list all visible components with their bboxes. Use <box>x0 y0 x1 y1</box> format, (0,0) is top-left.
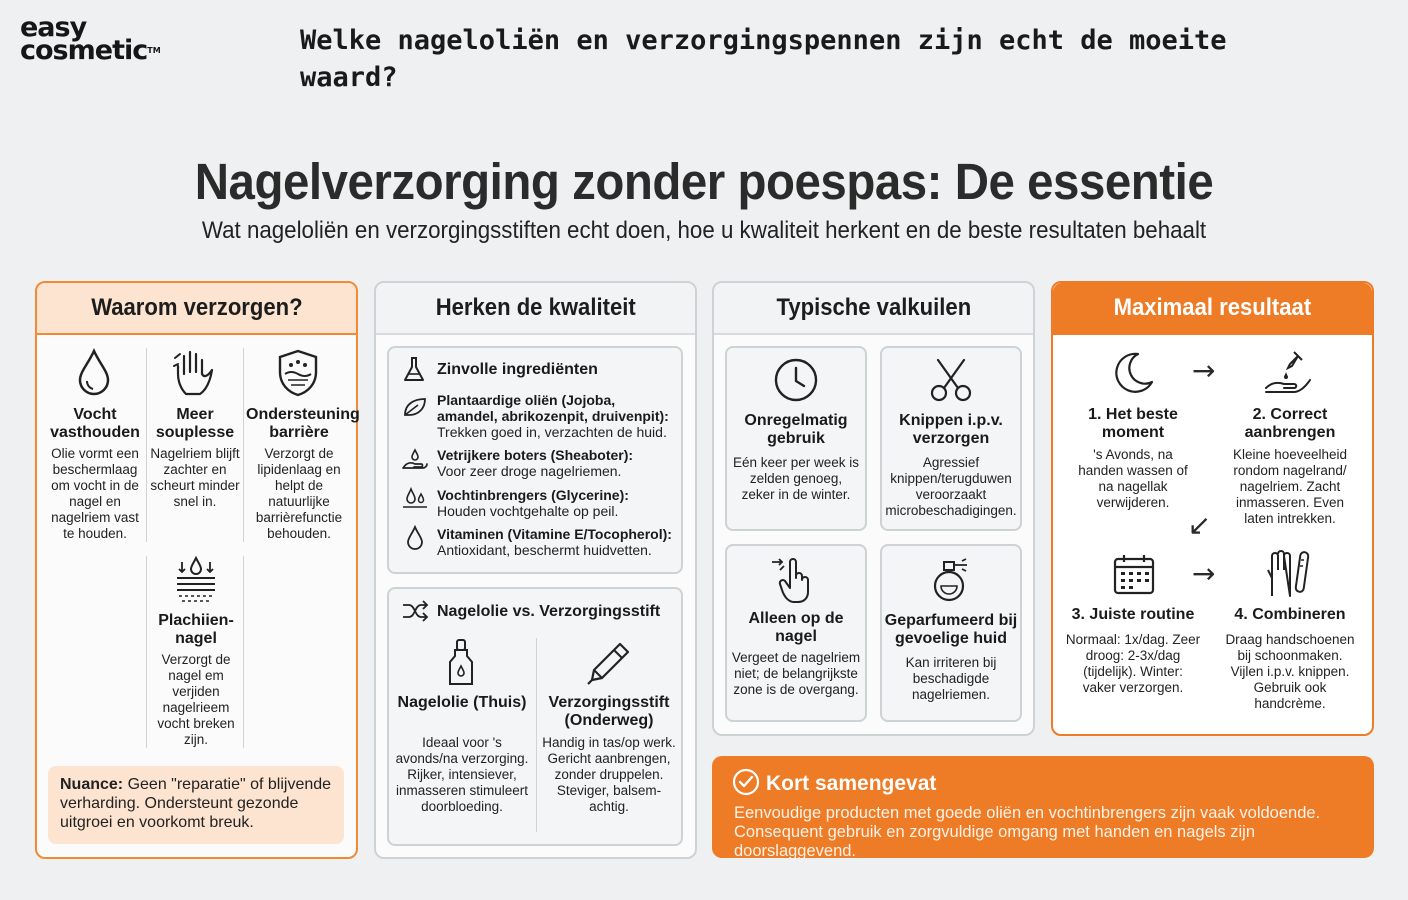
result-step-title: 2. Correct aanbrengen <box>1244 406 1336 441</box>
compare-item-text: Ideaal voor 's avonds/na verzorging. Rijker, intensiever, inmasseren stimuleert doorbloeding. <box>395 735 529 814</box>
compare-item-text: Handig in tas/op werk. Gericht aanbrengen, zonder druppelen. Steviger, balsem-achtig. <box>542 735 676 814</box>
skin-layers-icon <box>174 556 218 604</box>
ingredients-title: Zinvolle ingrediënten <box>437 361 598 378</box>
result-step-title: 4. Combineren <box>1234 606 1346 623</box>
leaf-icon <box>402 396 428 418</box>
divider <box>243 348 244 542</box>
ingredient-name: Vetrijkere boters (Sheaboter): <box>437 447 634 463</box>
summary-title: Kort samengevat <box>766 772 937 795</box>
page-title: Nagelverzorging zonder poespas: De essentie <box>194 153 1214 210</box>
quality-heading: Herken de kwaliteit <box>435 294 636 321</box>
why-title: Plachiien-nagel <box>158 612 234 647</box>
result-step-title: 3. Juiste routine <box>1071 606 1195 623</box>
ingredient-name: Vochtinbrengers (Glycerine): <box>437 487 629 503</box>
dropper-bottle-icon <box>446 638 476 688</box>
hand-dropper-icon <box>1264 348 1314 398</box>
page-question: Welke nageloliën en verzorgingspennen zijn echt de moeite waard? <box>300 25 1227 93</box>
hand-drop-icon <box>401 448 429 472</box>
pitfall-text: Eén keer per week is zelden genoeg, zeker in de winter. <box>732 455 860 502</box>
ingredient-desc: Houden vochtgehalte op peil. <box>437 503 619 519</box>
why-heading: Waarom verzorgen? <box>90 294 303 321</box>
nuance-label: Nuance: <box>60 776 124 793</box>
arrow-down-left-icon: → <box>1179 506 1220 547</box>
perfume-icon <box>930 554 970 604</box>
ingredient-desc: Voor zeer droge nagelriemen. <box>437 463 622 479</box>
why-text: Nagelriem blijft zachter en scheurt minder snel in. <box>150 446 240 509</box>
pitfalls-heading: Typische valkuilen <box>776 294 971 321</box>
moon-icon <box>1110 350 1156 396</box>
ingredient-name: Vitaminen (Vitamine E/Tocopherol): <box>437 526 672 542</box>
result-heading: Maximaal resultaat <box>1113 294 1312 321</box>
pitfall-text: Kan irriteren bij beschadigde nagelriemen. <box>905 655 997 702</box>
scissors-icon <box>928 357 974 403</box>
pitfall-title: Onregelmatig gebruik <box>744 412 848 447</box>
finger-tap-icon <box>770 554 818 604</box>
result-step-text: Normaal: 1x/dag. Zeer droog: 2-3x/dag (tijdelijk). Winter: vaker verzorgen. <box>1065 632 1201 695</box>
flask-icon <box>402 356 426 384</box>
divider <box>146 556 147 748</box>
divider <box>536 638 537 832</box>
drop-icon <box>405 525 425 551</box>
pitfall-text: Agressief knippen/terugduwen veroorzaakt microbeschadigingen. <box>885 455 1017 518</box>
calendar-icon <box>1112 552 1156 596</box>
why-title: Meer souplesse <box>155 406 235 441</box>
pitfall-title: Alleen op de nagel <box>748 610 844 645</box>
why-text: Verzorgt de lipidenlaag en helpt de natuurlijke barrièrefunctie behouden. <box>255 446 343 541</box>
water-drop-icon <box>76 348 112 396</box>
hand-icon <box>172 348 218 398</box>
ingredient-desc: Trekken goed in, verzachten de huid. <box>437 424 667 440</box>
shield-icon <box>276 348 320 398</box>
why-text: Verzorgt de nagel em verjiden nagelrieem vocht breken zijn. <box>157 652 235 747</box>
why-title: Vocht vasthouden <box>50 406 140 441</box>
shuffle-icon <box>401 600 429 622</box>
summary-text: Eenvoudige producten met goede oliën en vochtinbrengers zijn vaak voldoende. Consequent gebruik en zorgvuldige omgang met handen en nagels zijn doorslaggevend. <box>734 804 1321 860</box>
compare-title: Nagelolie vs. Verzorgingsstift <box>437 603 661 620</box>
why-text: Olie vormt een beschermlaag om vocht in de nagel en nagelriem vast te houden. <box>51 446 139 541</box>
result-step-text: Draag handschoenen bij schoonmaken. Vijlen i.p.v. knippen. Gebruik ook handcrème. <box>1225 632 1355 711</box>
compare-item-title: Verzorgingsstift (Onderweg) <box>548 694 670 729</box>
clock-icon <box>773 357 819 403</box>
brand-line1: easy <box>20 12 87 43</box>
result-step-text: Kleine hoeveelheid rondom nagelrand/ nagelriem. Zacht inmasseren. Even laten intrekken. <box>1232 447 1348 526</box>
brand-tm: TM <box>147 46 161 55</box>
divider <box>243 556 244 748</box>
glove-file-icon <box>1264 548 1314 598</box>
result-step-text: 's Avonds, na handen wassen of na nagellak verwijderen. <box>1078 447 1188 510</box>
pitfall-title: Knippen i.p.v. verzorgen <box>899 412 1003 447</box>
pen-icon <box>584 638 634 688</box>
arrow-right-icon: → <box>1192 354 1216 387</box>
pitfall-text: Vergeet de nagelriem niet; de belangrijkste zone is de overgang. <box>731 650 861 697</box>
brand-logo <box>20 12 161 66</box>
why-title: Ondersteuning barrière <box>246 406 360 441</box>
result-step-title: 1. Het beste moment <box>1088 406 1178 441</box>
nuance-box <box>48 766 344 844</box>
ingredient-name: Plantaardige oliën (Jojoba, amandel, abrikozenpit, druivenpit): <box>437 392 669 424</box>
divider <box>146 348 147 542</box>
nuance-text: Geen "reparatie" of blijvende verharding. Ondersteunt gezonde uitgroei en voorkomt breuk. <box>60 776 332 831</box>
pitfall-title: Geparfumeerd bij gevoelige huid <box>884 612 1018 647</box>
check-circle-icon <box>732 768 760 796</box>
page-subtitle: Wat nageloliën en verzorgingsstiften echt doen, hoe u kwaliteit herkent en de beste resultaten behaalt <box>201 217 1207 244</box>
drops-icon <box>401 486 429 510</box>
compare-item-title: Nagelolie (Thuis) <box>397 694 527 711</box>
brand-line2: cosmetic <box>20 35 148 66</box>
ingredient-desc: Antioxidant, beschermt huidvetten. <box>437 542 652 558</box>
summary-box <box>712 756 1374 858</box>
arrow-right-icon: → <box>1192 557 1216 590</box>
